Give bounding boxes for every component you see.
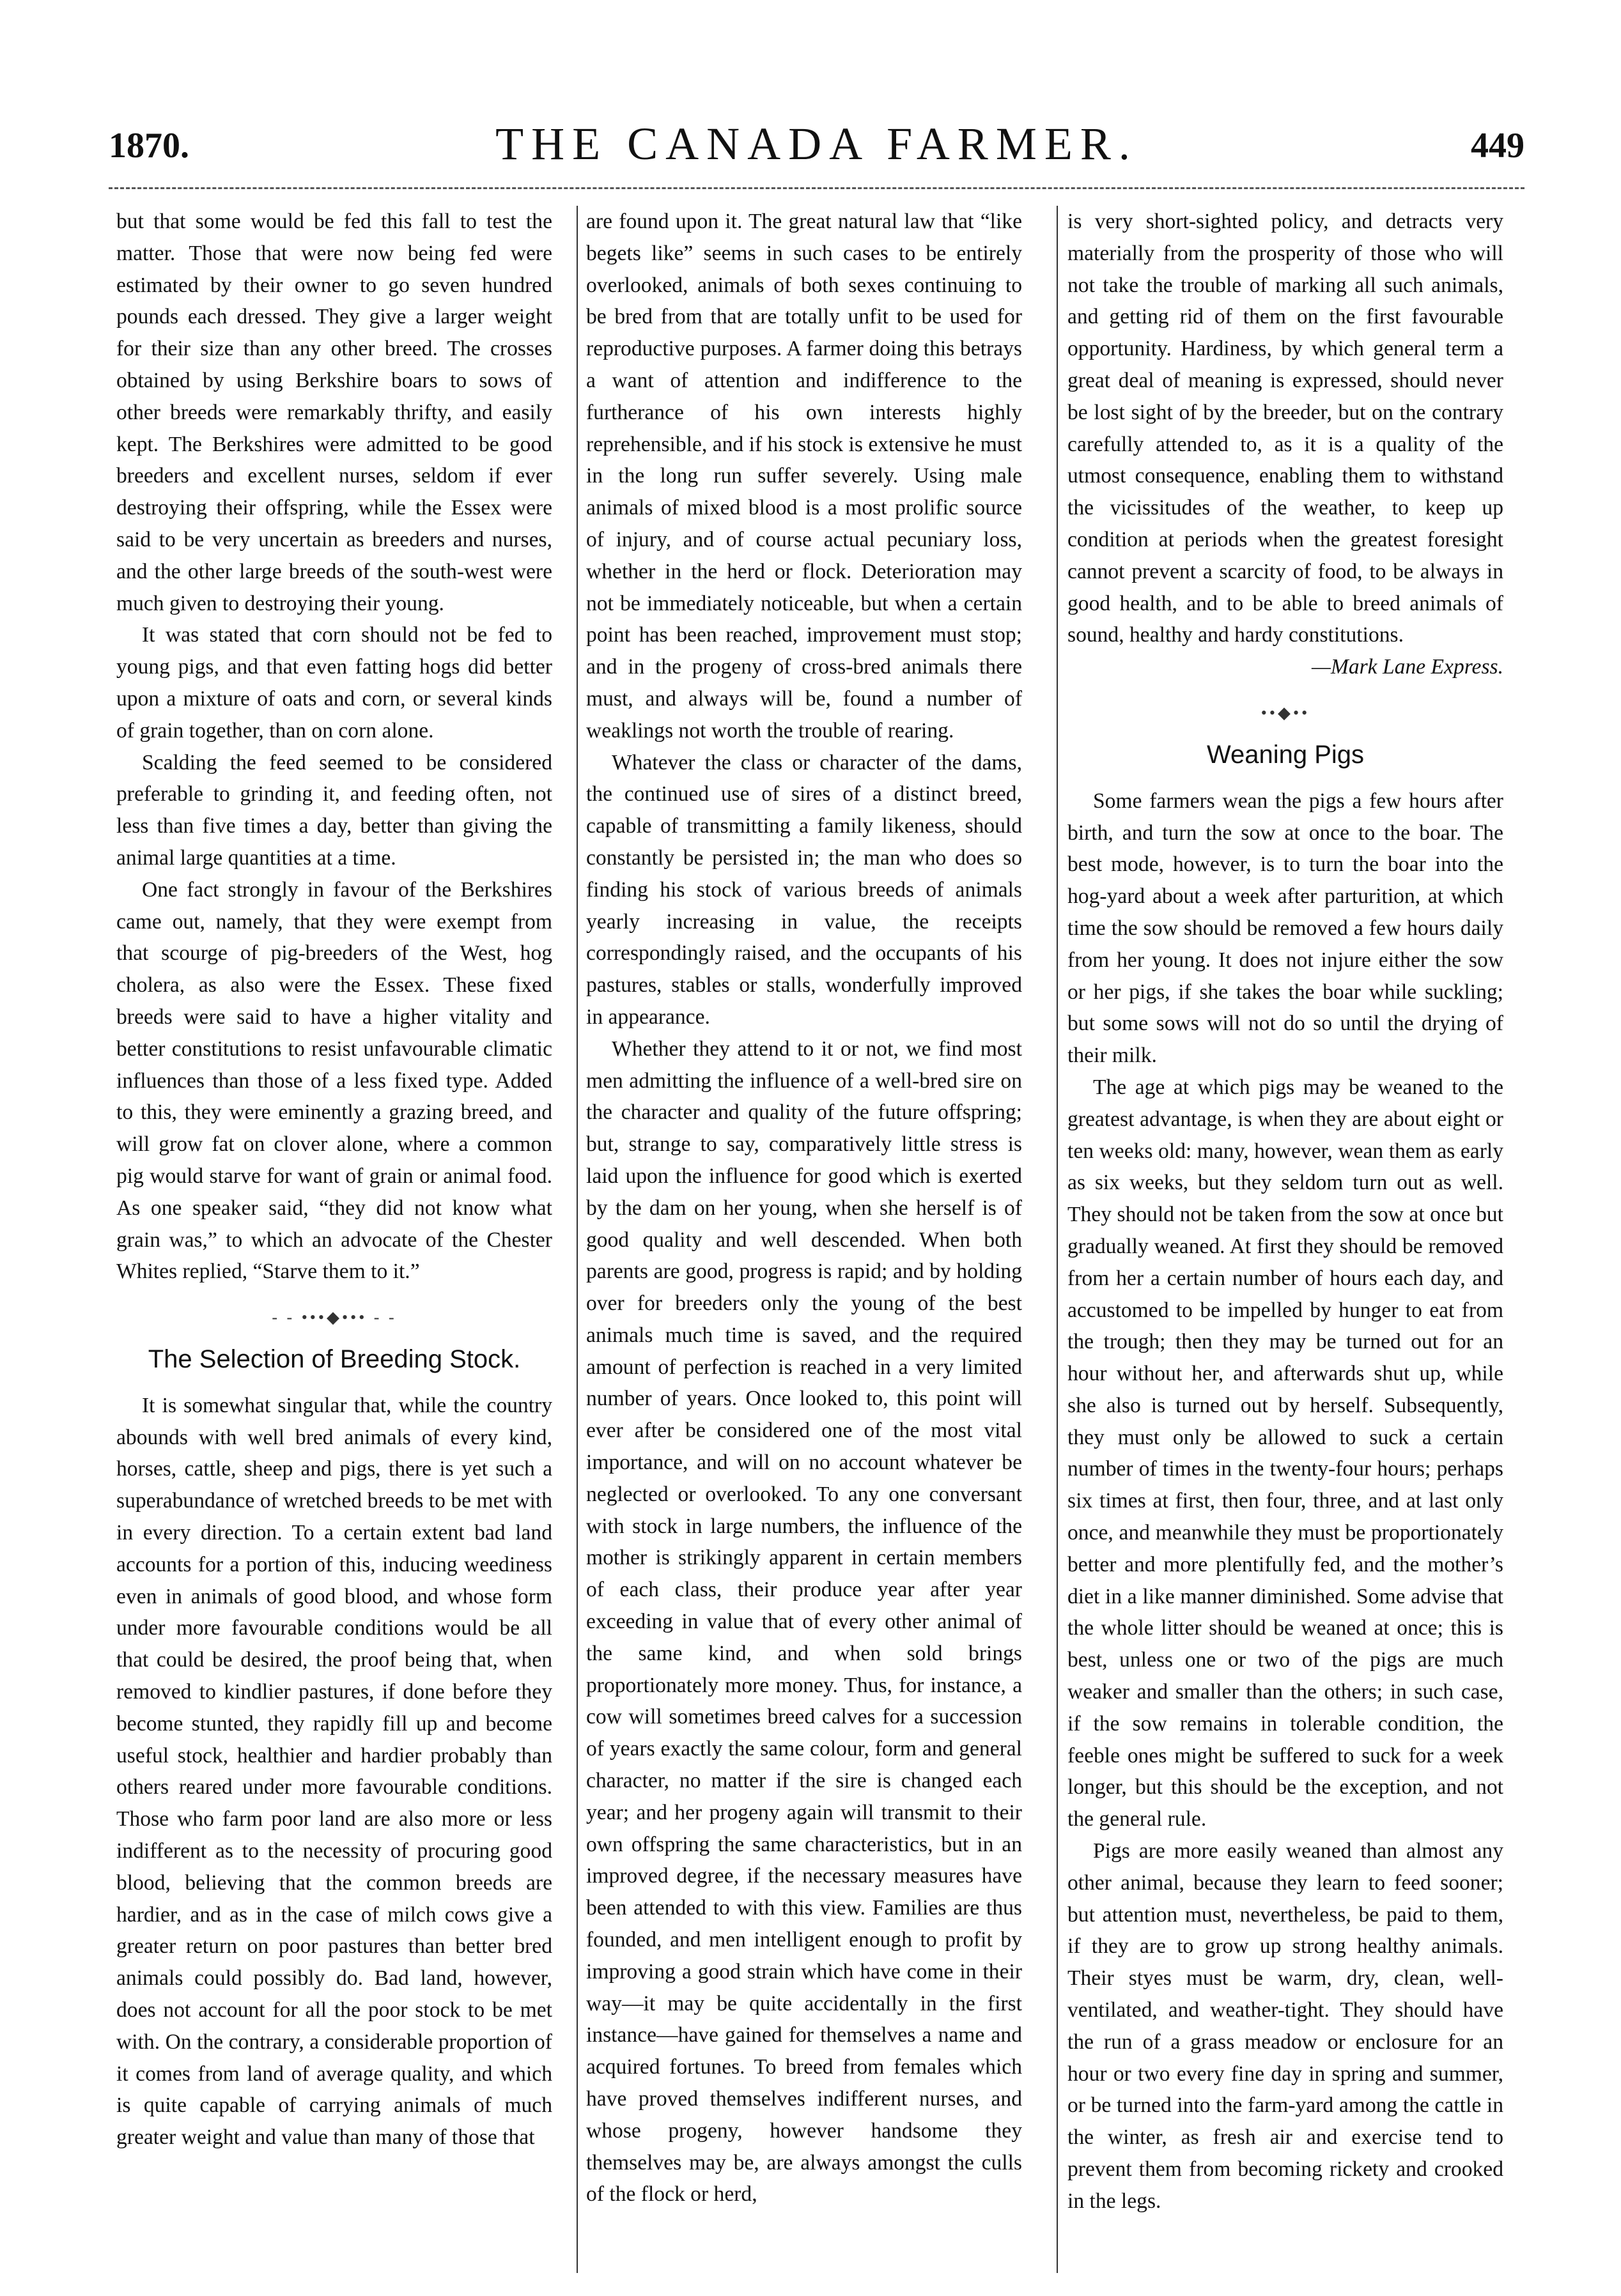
paragraph: Whatever the class or character of the dams, the continued use of sires of a distinct breed, capable of transmitting a family likeness, should constantly be persisted in; the man who does so finding his stock of various breeds of animals yearly increasing in value, the receipts correspondingly raised, and the occupants of his pastures, stables or stalls, wonderfully improved in appearance. <box>586 750 1022 1029</box>
column-3 <box>1067 206 1503 2273</box>
paragraph: but that some would be fed this fall to test the matter. Those that were now being fed were estimated by their owner to go seven hundred pounds each dressed. They give a larger weight for their size than any other breed. The crosses obtained by using Berkshire boars to sows of other breeds were remarkably thrifty, and easily kept. The Berkshires were admitted to be good breeders and excellent nurses, seldom if ever destroying their offspring, while the Essex were said to be very uncertain as breeders and nurses, and the other large breeds of the south-west were much given to destroying their young. <box>116 210 552 615</box>
column-divider-1 <box>577 206 578 2273</box>
newspaper-title: THE CANADA FARMER. <box>495 118 1138 169</box>
column-2 <box>586 206 1022 2273</box>
article-heading: The Selection of Breeding Stock. <box>148 1344 521 1373</box>
page-number: 449 <box>1471 126 1524 166</box>
paragraph: is very short-sighted policy, and detracts very materially from the prosperity of those who will not take the trouble of marking all such animals, and getting rid of them on the first favourable opportunity. Hardiness, by which general term a great deal of meaning is expressed, should never be lost sight of by the breeder, but on the contrary carefully attended to, as it is a quality of the utmost consequence, enabling them to withstand the vicissitudes of the weather, to keep up condition at periods when the greatest foresight cannot prevent a scarcity of food, to be always in good health, and to be able to breed animals of sound, healthy and hardy constitutions. <box>1067 210 1503 647</box>
column-divider-2 <box>1057 206 1058 2273</box>
paragraph: Some farmers wean the pigs a few hours after birth, and turn the sow at once to the boar. The best mode, however, is to turn the boar into the hog-yard about a week after parturition, at which time the sow should be removed a few hours daily from her young. It does not injure either the sow or her pigs, if she takes the boar while suckling; but some sows will not do so until the drying of their milk. <box>1067 789 1503 1068</box>
header-rule <box>109 187 1524 189</box>
paragraph: It is somewhat singular that, while the country abounds with well bred animals of every kind, horses, cattle, sheep and pigs, there is yet such a superabundance of wretched breeds to be met with in every direction. To a certain extent bad land accounts for a portion of this, inducing weediness even in animals of good blood, and whose form under more favourable conditions would be all that could be desired, the proof being that, when removed to kindlier pastures, if done before they become stunted, they rapidly fill up and become useful stock, healthier and hardier probably than others reared under more favourable conditions. Those who farm poor land are also more or less indifferent as to the necessity of procuring good blood, believing that the common breeds are hardier, and as in the case of milch cows give a greater return on poor pastures than better bred animals could possibly do. Bad land, however, does not account for all the poor stock to be met with. On the contrary, a considerable proportion of it comes from land of average quality, and which is quite capable of carrying animals of much greater weight and value than many of those that <box>116 1393 552 2150</box>
paragraph: Whether they attend to it or not, we find most men admitting the influence of a well-bred sire on the character and quality of the future offspring; but, strange to say, comparatively little stress is laid upon the influence for good which is exerted by the dam on her young, when she herself is of good quality and well descended. When both parents are good, progress is rapid; and by holding over for breeders only the young of the best animals much time is saved, and the required amount of perfection is reached in a very limited number of years. Once looked to, this point will ever after be considered one of the most vital importance, and will on no account whatever be neglected or overlooked. To any one conversant with stock in large numbers, the influence of the mother is strikingly apparent in certain members of each class, their produce year after year exceeding in value that of every other animal of the same kind, and when sold brings proportionately more money. Thus, for instance, a cow will sometimes breed calves for a succession of years exactly the same colour, form and general character, no matter if the sire is changed each year; and her progeny again will transmit to their own offspring the same characteristics, but in an improved degree, if the necessary measures have been attended to with this view. Families are thus founded, and men intelligent enough to profit by improving a good strain which have come in their way—it may be quite accidentally in the first instance—have gained for themselves a name and acquired fortunes. To breed from females which have proved themselves indifferent nurses, and whose progeny, however handsome they themselves may be, are always amongst the culls of the flock or herd, <box>586 1036 1022 2207</box>
article-heading: Weaning Pigs <box>1206 740 1365 769</box>
paragraph: Scalding the feed seemed to be considered preferable to grinding it, and feeding often, not less than five times a day, better than giving the animal large quantities at a time. <box>116 750 552 870</box>
section-separator: ••◆•• <box>1260 703 1310 722</box>
masthead <box>109 114 1524 178</box>
paragraph: One fact strongly in favour of the Berkshires came out, namely, that they were exempt from that scourge of pig-breeders of the West, hog cholera, as also were the Essex. These fixed breeds were said to have a higher vitality and better constitutions to resist unfavourable climatic influences than those of a less fixed type. Added to this, they were eminently a grazing breed, and will grow fat on clover alone, where a common pig would starve for want of grain or animal food. As one speaker said, “they did not know what grain was,” to which an advocate of the Chester Whites replied, “Starve them to it.” <box>116 877 552 1284</box>
paragraph: are found upon it. The great natural law that “like begets like” seems in such cases to be entirely overlooked, animals of both sexes continuing to be bred from that are totally unfit to be used for reproductive purposes. A farmer doing this betrays a want of attention and indifference to the furtherance of his own interests highly reprehensible, and if his stock is extensive he must in the long run suffer severely. Using male animals of mixed blood is a most prolific source of injury, and of course actual pecuniary loss, whether in the herd or flock. Deterioration may not be immediately noticeable, but when a certain point has been reached, improvement must stop; and in the progeny of cross-bred animals there must, and always will be, found a number of weaklings not worth the trouble of rearing. <box>586 210 1022 743</box>
column-1 <box>116 206 552 2273</box>
issue-year: 1870. <box>109 126 189 166</box>
paragraph: The age at which pigs may be weaned to the greatest advantage, is when they are about eight or ten weeks old: many, however, wean them as early as six weeks, but they seldom turn out as well. They should not be taken from the sow at once but gradually weaned. At first they should be removed from her a certain number of hours each day, and accustomed to be impelled by hunger to eat from the trough; then they may be turned out for an hour without her, and afterwards shut up, while she also is turned out by herself. Subsequently, they must only be allowed to suck a certain number of times in the twenty-four hours; perhaps six times at first, then four, three, and at last only once, and meanwhile they must be proportionately better and more plentifully fed, and the mother’s diet in a like manner diminished. Some advise that the whole litter should be weaned at once; this is best, unless one or two of the pigs are much weaker and smaller than the others; in such case, if the sow remains in tolerable condition, the feeble ones might be suffered to suck for a week longer, but this should be the exception, and not the general rule. <box>1067 1075 1503 1831</box>
paragraph: It was stated that corn should not be fed to young pigs, and that even fatting hogs did better upon a mixture of oats and corn, or several kinds of grain together, than on corn alone. <box>116 623 552 743</box>
credit-line <box>1067 651 1503 683</box>
section-separator: - - •••◆••• - - <box>272 1308 397 1327</box>
paragraph: Pigs are more easily weaned than almost any other animal, because they learn to feed sooner; but attention must, nevertheless, be paid to them, if they are to grow up strong healthy animals. Their styes must be warm, dry, clean, well-ventilated, and weather-tight. They should have the run of a grass meadow or enclosure for an hour or two every fine day in spring and summer, or be turned into the farm-yard among the cattle in the winter, as fresh air and exercise tend to prevent them from becoming rickety and crooked in the legs. <box>1067 1839 1503 2213</box>
source-credit: —Mark Lane Express. <box>1312 655 1503 679</box>
